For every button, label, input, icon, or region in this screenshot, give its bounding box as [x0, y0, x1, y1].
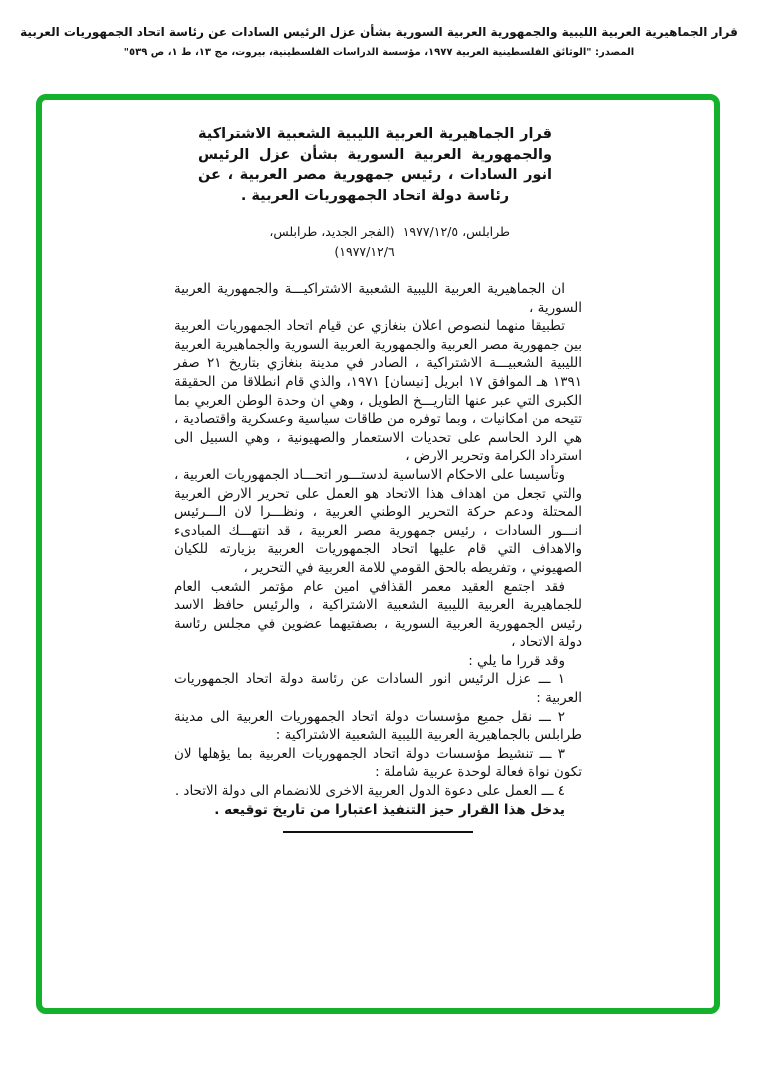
dateline-place-date: طرابلس، ١٩٧٧/١٢/٥ [402, 224, 510, 239]
source-citation: المصدر: "الوثائق الفلسطينية العربية ١٩٧٧، مؤسسة الدراسات الفلسطينية، بيروت، مج ١٣، ط ١، ص ٥٣٩" [123, 47, 635, 58]
decree-paragraph: يدخل هذا القرار حيز التنفيذ اعتبارا من تاريخ توقيعه . [214, 801, 565, 818]
page-header [0, 0, 758, 60]
decree-paragraph: ٤ ـــ العمل على دعوة الدول العربية الاخرى للانضمام الى دولة الاتحاد . [174, 783, 565, 800]
decree-paragraph: ان الجماهيرية العربية الليبية الشعبية الاشتراكيـــة والجمهورية العربية السورية ، [174, 281, 582, 316]
dateline-source-ref: (الفجر الجديد، طرابلس، ١٩٧٧/١٢/٦) [269, 224, 395, 259]
page-heading: قرار الجماهيرية العربية الليبية والجمهورية العربية السورية بشأن عزل الرئيس السادات عن رئاسة اتحاد الجمهوريات العربية [20, 25, 738, 39]
decree-paragraph: فقد اجتمع العقيد معمر القذافي امين عام مؤتمر الشعب العام للجماهيرية العربية الليبية الشعبية الاشتراكية ، والرئيس حافظ الاسد رئيس الجمهورية العربية السورية ، بصفتيهما عضوين في مجلس رئاسة دولة الاتحاد ، [174, 578, 582, 651]
end-divider [283, 831, 473, 833]
document-content [42, 100, 714, 1008]
green-border-frame [36, 94, 720, 1014]
decree-paragraph: تطبيقا منهما لنصوص اعلان بنغازي عن قيام اتحاد الجمهوريات العربية بين جمهورية مصر العربية والجمهورية العربية السورية والجماهيرية العربية الليبية الشعبيـــة الاشتراكية ، الصادر في مدينة بنغازي بتاريخ ٢١ صفر ١٣٩١ هـ الموافق ١٧ ابريل [نيسان] ١٩٧١، والذي قام انطلاقا من الحقيقة الكبرى التي عبر عنها التاريـــخ الطويل ، وهي ان وحدة الوطن العربي بما تتيحه من امكانيات ، وبما توفره من طاقات سياسية وعسكرية واقتصادية ، هي الرد الحاسم على تحديات الاستعمار والصهيونية ، وهي السبيل الى استرداد الكرامة وتحرير الارض ، [174, 318, 582, 465]
decree-paragraph: وقد قررا ما يلي : [468, 652, 565, 669]
dateline [174, 222, 582, 262]
decree-paragraph: ١ ـــ عزل الرئيس انور السادات عن رئاسة دولة اتحاد الجمهوريات العربية : [174, 671, 582, 707]
decree-paragraph: وتأسيسا على الاحكام الاساسية لدستـــور اتحـــاد الجمهوريات العربية ، والتي تجعل من اهداف هذا الاتحاد هو العمل على تحرير الارض العربية المحتلة ودعم حركة التحرير الوطني العربية ، ونظـــرا لان الـــرئيس انـــور السادات ، رئيس جمهورية مصر العربية ، قد انتهـــك المبادىء والاهداف التي قام عليها اتحاد الجمهوريات العربية بزيارته للكيان الصهيوني ، وتفريطه بالحق القومي للامة العربية في التحرير ، [174, 466, 582, 576]
decree-body [174, 280, 582, 819]
decree-paragraph: ٣ ـــ تنشيط مؤسسات دولة اتحاد الجمهوريات العربية بما يؤهلها لان تكون نواة فعالة لوحدة عربية شاملة : [174, 745, 582, 781]
decree-paragraph: ٢ ـــ نقل جميع مؤسسات دولة اتحاد الجمهوريات العربية الى مدينة طرابلس بالجماهيرية العربية الليبية الشعبية الاشتراكية : [174, 708, 582, 744]
decree-title: قرار الجماهيرية العربية الليبية الشعبية الاشتراكية والجمهورية العربية السورية بشأن عزل الرئيس انور السادات ، رئيس جمهورية مصر العربية ، عن رئاسة دولة اتحاد الجمهوريات العربية . [198, 126, 552, 204]
